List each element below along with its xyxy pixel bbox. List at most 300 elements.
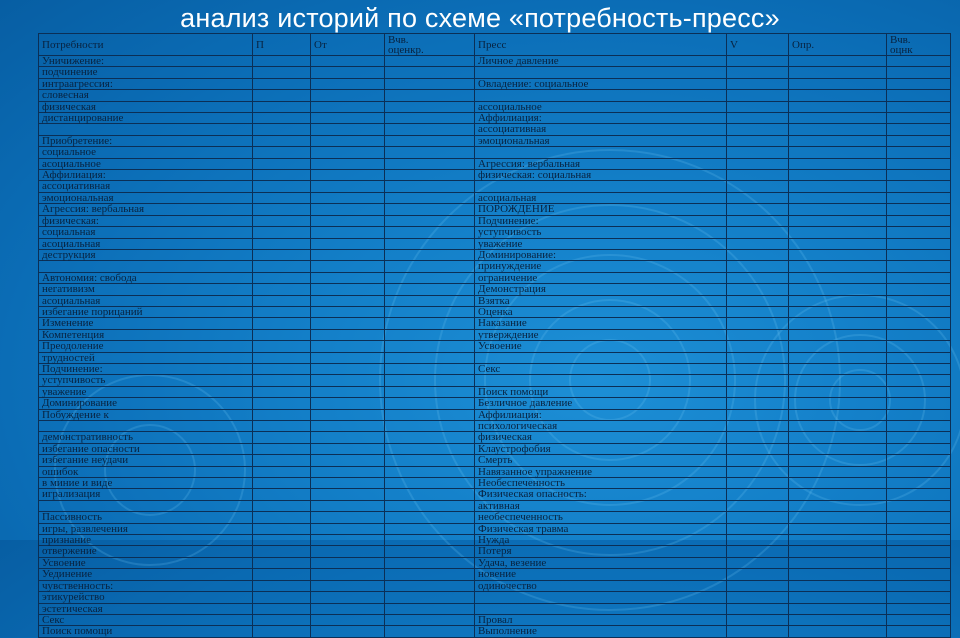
table-row (39, 466, 951, 477)
table-row (39, 227, 951, 238)
v-cell (727, 466, 789, 477)
opr-cell (789, 90, 887, 101)
need-cell (39, 500, 253, 511)
feeling-score-cell (385, 489, 475, 500)
feeling-score-cell (385, 614, 475, 625)
feeling-score-cell (385, 352, 475, 363)
press-cell: психологическая (475, 421, 727, 432)
need-cell: Аффилиация: (39, 170, 253, 181)
ot-cell (311, 306, 385, 317)
need-cell: Доминирование (39, 398, 253, 409)
feeling-score-cell (385, 512, 475, 523)
ot-cell (311, 432, 385, 443)
press-cell: Аффилиация: (475, 409, 727, 420)
p-cell (253, 90, 311, 101)
need-cell: Уничижение: (39, 56, 253, 67)
ot-cell (311, 78, 385, 89)
header-v: V (727, 34, 789, 56)
p-cell (253, 432, 311, 443)
feeling-score-cell (385, 557, 475, 568)
need-cell: эстетическая (39, 603, 253, 614)
table-row (39, 512, 951, 523)
ot-cell (311, 569, 385, 580)
ot-cell (311, 603, 385, 614)
p-cell (253, 478, 311, 489)
feeling-score-cell (385, 227, 475, 238)
v-cell (727, 614, 789, 625)
v-cell (727, 603, 789, 614)
table-row (39, 535, 951, 546)
table-row (39, 546, 951, 557)
p-cell (253, 466, 311, 477)
p-cell (253, 78, 311, 89)
table-row (39, 398, 951, 409)
press-cell: асоциальная (475, 192, 727, 203)
need-cell: игры, развлечения (39, 523, 253, 534)
need-cell: социальное (39, 147, 253, 158)
p-cell (253, 626, 311, 637)
feeling-score-2-cell (887, 67, 951, 78)
v-cell (727, 352, 789, 363)
table-row (39, 421, 951, 432)
feeling-score-2-cell (887, 147, 951, 158)
press-cell: принуждение (475, 261, 727, 272)
table-row (39, 478, 951, 489)
table-row (39, 580, 951, 591)
ot-cell (311, 535, 385, 546)
opr-cell (789, 56, 887, 67)
feeling-score-2-cell (887, 421, 951, 432)
need-cell: чувственность: (39, 580, 253, 591)
p-cell (253, 341, 311, 352)
p-cell (253, 56, 311, 67)
v-cell (727, 113, 789, 124)
need-cell: словесная (39, 90, 253, 101)
p-cell (253, 135, 311, 146)
v-cell (727, 341, 789, 352)
opr-cell (789, 512, 887, 523)
p-cell (253, 181, 311, 192)
p-cell (253, 489, 311, 500)
ot-cell (311, 295, 385, 306)
p-cell (253, 147, 311, 158)
table-row (39, 614, 951, 625)
p-cell (253, 272, 311, 283)
v-cell (727, 409, 789, 420)
press-cell: уважение (475, 238, 727, 249)
feeling-score-cell (385, 124, 475, 135)
opr-cell (789, 466, 887, 477)
feeling-score-2-cell (887, 614, 951, 625)
table-row (39, 284, 951, 295)
v-cell (727, 295, 789, 306)
v-cell (727, 158, 789, 169)
table-row (39, 363, 951, 374)
press-cell: эмоциональная (475, 135, 727, 146)
press-cell: физическая: социальная (475, 170, 727, 181)
press-cell (475, 67, 727, 78)
table-row (39, 306, 951, 317)
p-cell (253, 523, 311, 534)
v-cell (727, 318, 789, 329)
feeling-score-cell (385, 192, 475, 203)
v-cell (727, 261, 789, 272)
table-row (39, 409, 951, 420)
press-cell: новение (475, 569, 727, 580)
feeling-score-2-cell (887, 546, 951, 557)
feeling-score-2-cell (887, 261, 951, 272)
need-cell: трудностей (39, 352, 253, 363)
opr-cell (789, 523, 887, 534)
opr-cell (789, 158, 887, 169)
v-cell (727, 580, 789, 591)
feeling-score-cell (385, 478, 475, 489)
feeling-score-cell (385, 113, 475, 124)
feeling-score-2-cell (887, 78, 951, 89)
feeling-score-cell (385, 466, 475, 477)
p-cell (253, 124, 311, 135)
p-cell (253, 284, 311, 295)
table-row (39, 329, 951, 340)
v-cell (727, 512, 789, 523)
need-cell: интраагрессия: (39, 78, 253, 89)
table-row (39, 295, 951, 306)
opr-cell (789, 569, 887, 580)
table-row (39, 158, 951, 169)
p-cell (253, 101, 311, 112)
press-cell: Аффилиация: (475, 113, 727, 124)
feeling-score-cell (385, 603, 475, 614)
feeling-score-cell (385, 375, 475, 386)
ot-cell (311, 101, 385, 112)
feeling-score-2-cell (887, 443, 951, 454)
feeling-score-2-cell (887, 272, 951, 283)
feeling-score-cell (385, 261, 475, 272)
press-cell: ограничение (475, 272, 727, 283)
p-cell (253, 158, 311, 169)
opr-cell (789, 113, 887, 124)
press-cell: Клаустрофобия (475, 443, 727, 454)
need-cell: уступчивость (39, 375, 253, 386)
need-cell: асоциальная (39, 295, 253, 306)
ot-cell (311, 386, 385, 397)
press-cell: Взятка (475, 295, 727, 306)
v-cell (727, 626, 789, 637)
opr-cell (789, 306, 887, 317)
feeling-score-2-cell (887, 124, 951, 135)
press-cell (475, 352, 727, 363)
v-cell (727, 455, 789, 466)
ot-cell (311, 192, 385, 203)
press-cell: Демонстрация (475, 284, 727, 295)
need-cell: ассоциативная (39, 181, 253, 192)
feeling-score-cell (385, 421, 475, 432)
ot-cell (311, 614, 385, 625)
p-cell (253, 580, 311, 591)
feeling-score-cell (385, 386, 475, 397)
feeling-score-cell (385, 443, 475, 454)
feeling-score-2-cell (887, 569, 951, 580)
need-cell (39, 261, 253, 272)
p-cell (253, 455, 311, 466)
need-cell: Автономия: свобода (39, 272, 253, 283)
need-cell: Усвоение (39, 557, 253, 568)
table-row (39, 215, 951, 226)
feeling-score-cell (385, 158, 475, 169)
opr-cell (789, 101, 887, 112)
feeling-score-2-cell (887, 363, 951, 374)
table-row (39, 432, 951, 443)
v-cell (727, 569, 789, 580)
ot-cell (311, 478, 385, 489)
press-cell (475, 90, 727, 101)
v-cell (727, 386, 789, 397)
p-cell (253, 306, 311, 317)
feeling-score-2-cell (887, 603, 951, 614)
ot-cell (311, 238, 385, 249)
need-cell: подчинение (39, 67, 253, 78)
v-cell (727, 90, 789, 101)
table-row (39, 124, 951, 135)
table-row (39, 67, 951, 78)
opr-cell (789, 421, 887, 432)
feeling-score-2-cell (887, 386, 951, 397)
table-row (39, 101, 951, 112)
opr-cell (789, 295, 887, 306)
need-cell: социальная (39, 227, 253, 238)
need-cell: Подчинение: (39, 363, 253, 374)
v-cell (727, 124, 789, 135)
p-cell (253, 113, 311, 124)
need-cell: дистанцирование (39, 113, 253, 124)
need-cell: Поиск помощи (39, 626, 253, 637)
feeling-score-cell (385, 135, 475, 146)
feeling-score-2-cell (887, 489, 951, 500)
p-cell (253, 603, 311, 614)
v-cell (727, 249, 789, 260)
p-cell (253, 329, 311, 340)
p-cell (253, 592, 311, 603)
opr-cell (789, 455, 887, 466)
table-row (39, 272, 951, 283)
ot-cell (311, 181, 385, 192)
press-cell: Провал (475, 614, 727, 625)
v-cell (727, 535, 789, 546)
p-cell (253, 512, 311, 523)
need-cell: Компетенция (39, 329, 253, 340)
feeling-score-cell (385, 626, 475, 637)
opr-cell (789, 329, 887, 340)
press-cell: необеспеченность (475, 512, 727, 523)
header-feeling-score-2-line1: Вчв. (890, 34, 911, 46)
feeling-score-cell (385, 580, 475, 591)
feeling-score-2-cell (887, 341, 951, 352)
table-row (39, 352, 951, 363)
feeling-score-cell (385, 78, 475, 89)
opr-cell (789, 135, 887, 146)
press-cell: одиночество (475, 580, 727, 591)
need-cell: Пассивность (39, 512, 253, 523)
table-row (39, 181, 951, 192)
header-feeling-score-2-line2: оцнк (890, 44, 913, 56)
v-cell (727, 204, 789, 215)
feeling-score-2-cell (887, 113, 951, 124)
v-cell (727, 215, 789, 226)
ot-cell (311, 261, 385, 272)
press-cell: утверждение (475, 329, 727, 340)
table-row (39, 523, 951, 534)
ot-cell (311, 329, 385, 340)
opr-cell (789, 227, 887, 238)
ot-cell (311, 135, 385, 146)
feeling-score-cell (385, 238, 475, 249)
header-opr: Опр. (789, 34, 887, 56)
v-cell (727, 478, 789, 489)
feeling-score-cell (385, 272, 475, 283)
feeling-score-cell (385, 523, 475, 534)
v-cell (727, 272, 789, 283)
press-cell: Усвоение (475, 341, 727, 352)
feeling-score-cell (385, 90, 475, 101)
feeling-score-2-cell (887, 512, 951, 523)
table-row (39, 56, 951, 67)
press-cell: Необеспеченность (475, 478, 727, 489)
need-cell: ошибок (39, 466, 253, 477)
v-cell (727, 592, 789, 603)
feeling-score-cell (385, 56, 475, 67)
v-cell (727, 147, 789, 158)
need-cell (39, 421, 253, 432)
feeling-score-2-cell (887, 398, 951, 409)
table-row (39, 626, 951, 637)
v-cell (727, 170, 789, 181)
header-feeling-score-2 (887, 34, 951, 56)
header-feeling-score (385, 34, 475, 56)
feeling-score-2-cell (887, 204, 951, 215)
need-cell: Приобретение: (39, 135, 253, 146)
header-feeling-score-line2: оценкр. (388, 44, 424, 56)
ot-cell (311, 341, 385, 352)
p-cell (253, 249, 311, 260)
p-cell (253, 261, 311, 272)
ot-cell (311, 398, 385, 409)
p-cell (253, 409, 311, 420)
opr-cell (789, 341, 887, 352)
press-cell (475, 592, 727, 603)
feeling-score-2-cell (887, 329, 951, 340)
feeling-score-cell (385, 284, 475, 295)
feeling-score-2-cell (887, 215, 951, 226)
ot-cell (311, 147, 385, 158)
feeling-score-2-cell (887, 295, 951, 306)
need-cell: уважение (39, 386, 253, 397)
feeling-score-2-cell (887, 249, 951, 260)
opr-cell (789, 375, 887, 386)
feeling-score-2-cell (887, 90, 951, 101)
p-cell (253, 67, 311, 78)
press-cell: Личное давление (475, 56, 727, 67)
v-cell (727, 500, 789, 511)
press-cell: Навязанное упражнение (475, 466, 727, 477)
need-cell: физическая (39, 101, 253, 112)
opr-cell (789, 500, 887, 511)
v-cell (727, 67, 789, 78)
table-row (39, 135, 951, 146)
opr-cell (789, 546, 887, 557)
header-ot: От (311, 34, 385, 56)
ot-cell (311, 626, 385, 637)
v-cell (727, 192, 789, 203)
table-row (39, 238, 951, 249)
need-cell: Секс (39, 614, 253, 625)
need-cell: негативизм (39, 284, 253, 295)
press-cell: Физическая опасность: (475, 489, 727, 500)
p-cell (253, 352, 311, 363)
table-row (39, 341, 951, 352)
feeling-score-cell (385, 341, 475, 352)
ot-cell (311, 443, 385, 454)
feeling-score-2-cell (887, 523, 951, 534)
feeling-score-cell (385, 398, 475, 409)
opr-cell (789, 272, 887, 283)
v-cell (727, 329, 789, 340)
feeling-score-2-cell (887, 158, 951, 169)
need-cell: асоциальная (39, 238, 253, 249)
v-cell (727, 443, 789, 454)
p-cell (253, 535, 311, 546)
ot-cell (311, 352, 385, 363)
p-cell (253, 421, 311, 432)
press-cell: Потеря (475, 546, 727, 557)
opr-cell (789, 478, 887, 489)
ot-cell (311, 557, 385, 568)
need-cell: Преодоление (39, 341, 253, 352)
opr-cell (789, 181, 887, 192)
ot-cell (311, 500, 385, 511)
feeling-score-cell (385, 295, 475, 306)
feeling-score-cell (385, 569, 475, 580)
feeling-score-2-cell (887, 455, 951, 466)
feeling-score-cell (385, 204, 475, 215)
v-cell (727, 363, 789, 374)
feeling-score-2-cell (887, 318, 951, 329)
feeling-score-2-cell (887, 500, 951, 511)
feeling-score-2-cell (887, 580, 951, 591)
press-cell: уступчивость (475, 227, 727, 238)
v-cell (727, 306, 789, 317)
header-press: Пресс (475, 34, 727, 56)
feeling-score-2-cell (887, 306, 951, 317)
need-cell: Побуждение к (39, 409, 253, 420)
press-cell: Выполнение (475, 626, 727, 637)
press-cell (475, 375, 727, 386)
feeling-score-2-cell (887, 592, 951, 603)
v-cell (727, 398, 789, 409)
opr-cell (789, 204, 887, 215)
v-cell (727, 56, 789, 67)
ot-cell (311, 409, 385, 420)
feeling-score-cell (385, 500, 475, 511)
press-cell: Наказание (475, 318, 727, 329)
opr-cell (789, 249, 887, 260)
ot-cell (311, 249, 385, 260)
table-row (39, 113, 951, 124)
opr-cell (789, 352, 887, 363)
opr-cell (789, 557, 887, 568)
feeling-score-2-cell (887, 478, 951, 489)
feeling-score-2-cell (887, 170, 951, 181)
p-cell (253, 569, 311, 580)
